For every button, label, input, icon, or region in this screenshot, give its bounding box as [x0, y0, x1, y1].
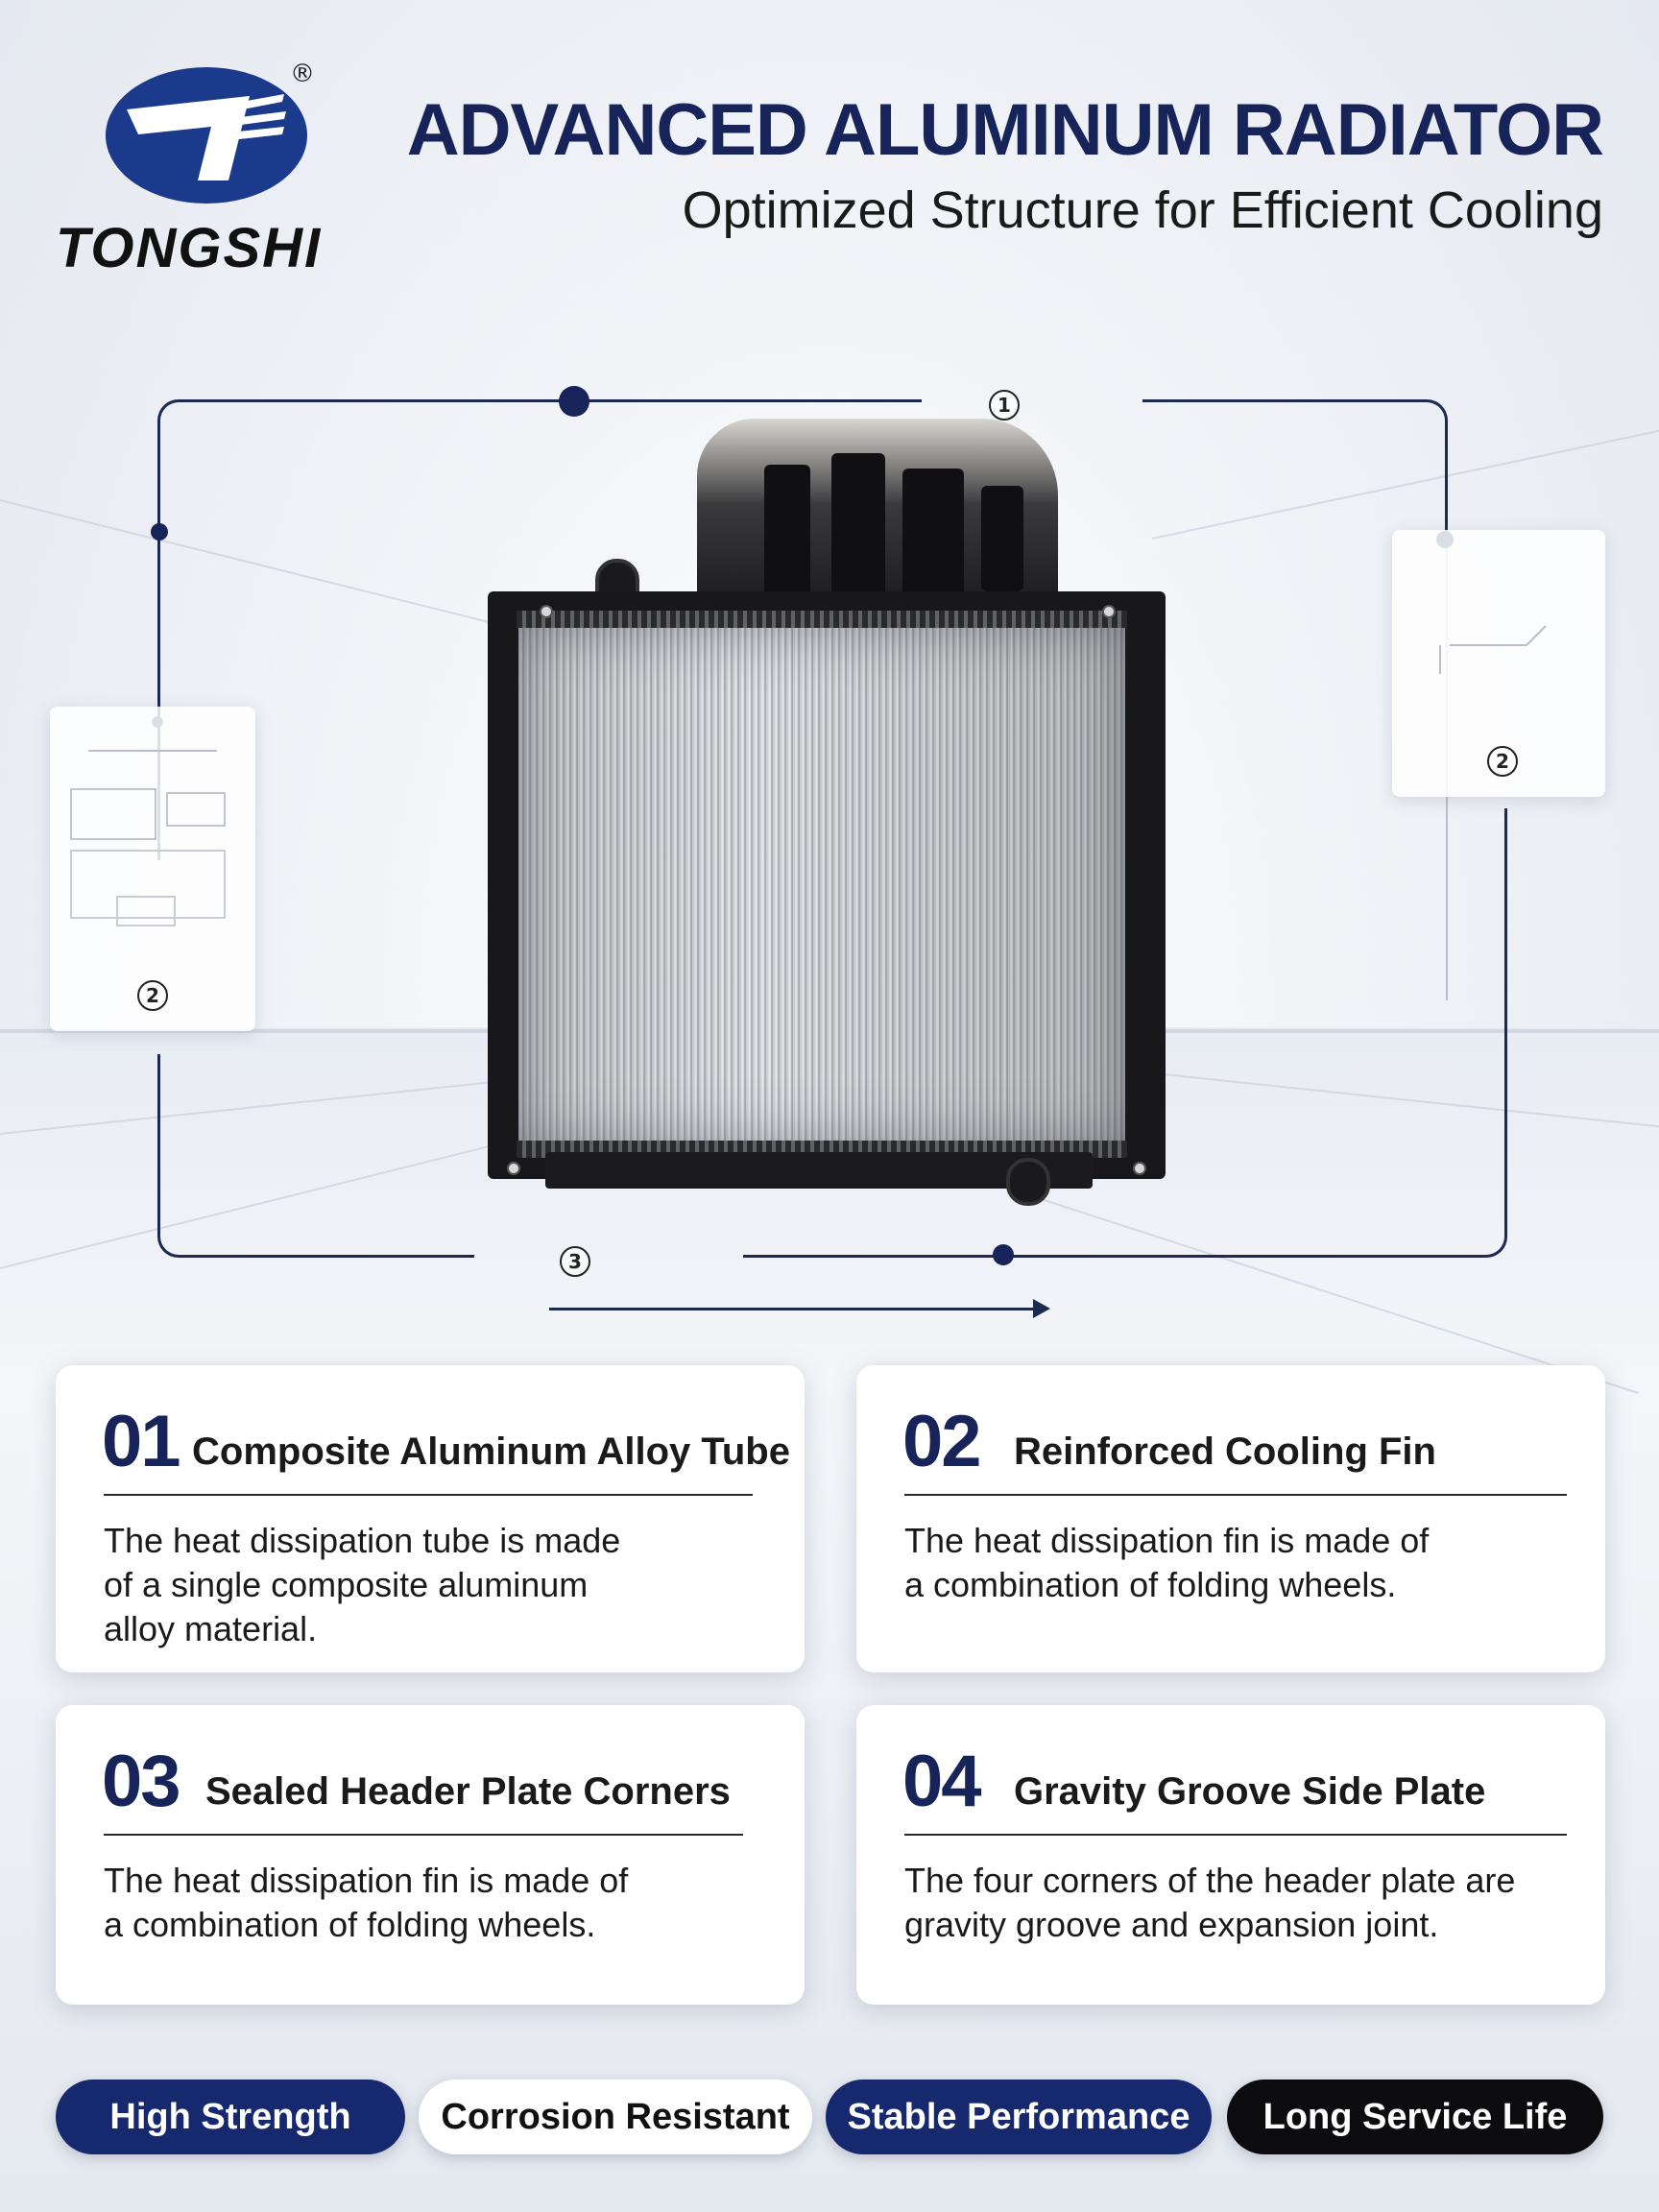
feature-divider — [104, 1834, 743, 1836]
diagram-dot — [993, 1244, 1014, 1265]
diagram-dot — [151, 523, 168, 541]
feature-heading: Reinforced Cooling Fin — [1014, 1431, 1436, 1473]
outlet-pipe — [1006, 1158, 1050, 1206]
feature-heading: Composite Aluminum Alloy Tube — [192, 1431, 790, 1473]
registered-mark: ® — [290, 60, 315, 88]
top-header-plate — [517, 611, 1127, 628]
marker-top: 1 — [989, 390, 1020, 421]
feature-heading: Gravity Groove Side Plate — [1014, 1770, 1486, 1813]
bolt — [1102, 605, 1116, 618]
feature-description: The heat dissipation fin is made of a combination of folding wheels. — [104, 1861, 629, 1944]
bolt — [507, 1162, 520, 1175]
direction-arrow-line — [549, 1308, 1039, 1310]
brand-name: TONGSHI — [56, 217, 323, 279]
expansion-tank — [697, 419, 1058, 611]
feature-card-03 — [56, 1705, 805, 2005]
bolt — [540, 605, 553, 618]
tag-long-service-life: Long Service Life — [1227, 2080, 1603, 2154]
feature-number: 04 — [902, 1741, 980, 1822]
page-title: ADVANCED ALUMINUM RADIATOR — [406, 89, 1603, 171]
feature-number: 02 — [902, 1401, 980, 1482]
arrow-right-icon — [1033, 1299, 1050, 1318]
feature-number: 01 — [102, 1401, 180, 1482]
bolt — [1133, 1162, 1146, 1175]
feature-divider — [904, 1834, 1567, 1836]
tag-corrosion-resistant: Corrosion Resistant — [419, 2080, 812, 2154]
tag-stable-performance: Stable Performance — [826, 2080, 1212, 2154]
diagram-dot — [559, 386, 589, 417]
brand-logo — [56, 60, 363, 280]
feature-description: The heat dissipation fin is made of a combination of folding wheels. — [904, 1521, 1430, 1604]
feature-description: The four corners of the header plate are gravity groove and expansion joint. — [904, 1861, 1516, 1944]
feature-card-02 — [856, 1365, 1605, 1672]
marker-left: 2 — [137, 980, 168, 1011]
feature-divider — [904, 1494, 1567, 1496]
marker-bottom: 3 — [560, 1246, 590, 1277]
feature-card-04 — [856, 1705, 1605, 2005]
diagram-frame-bottom-left — [157, 1054, 474, 1258]
radiator-product-image — [488, 419, 1166, 1221]
logo-emblem-icon — [106, 67, 307, 204]
marker-right: 2 — [1487, 746, 1518, 777]
page-subtitle: Optimized Structure for Efficient Cooling — [682, 181, 1603, 239]
feature-heading: Sealed Header Plate Corners — [205, 1770, 731, 1813]
diagram-frame-top-right — [1142, 399, 1448, 540]
feature-description: The heat dissipation tube is made of a single composite aluminum alloy material. — [104, 1521, 621, 1648]
feature-number: 03 — [102, 1741, 180, 1822]
feature-card-01 — [56, 1365, 805, 1672]
diagram-top-connector — [570, 399, 922, 402]
feature-divider — [104, 1494, 753, 1496]
tag-high-strength: High Strength — [56, 2080, 405, 2154]
